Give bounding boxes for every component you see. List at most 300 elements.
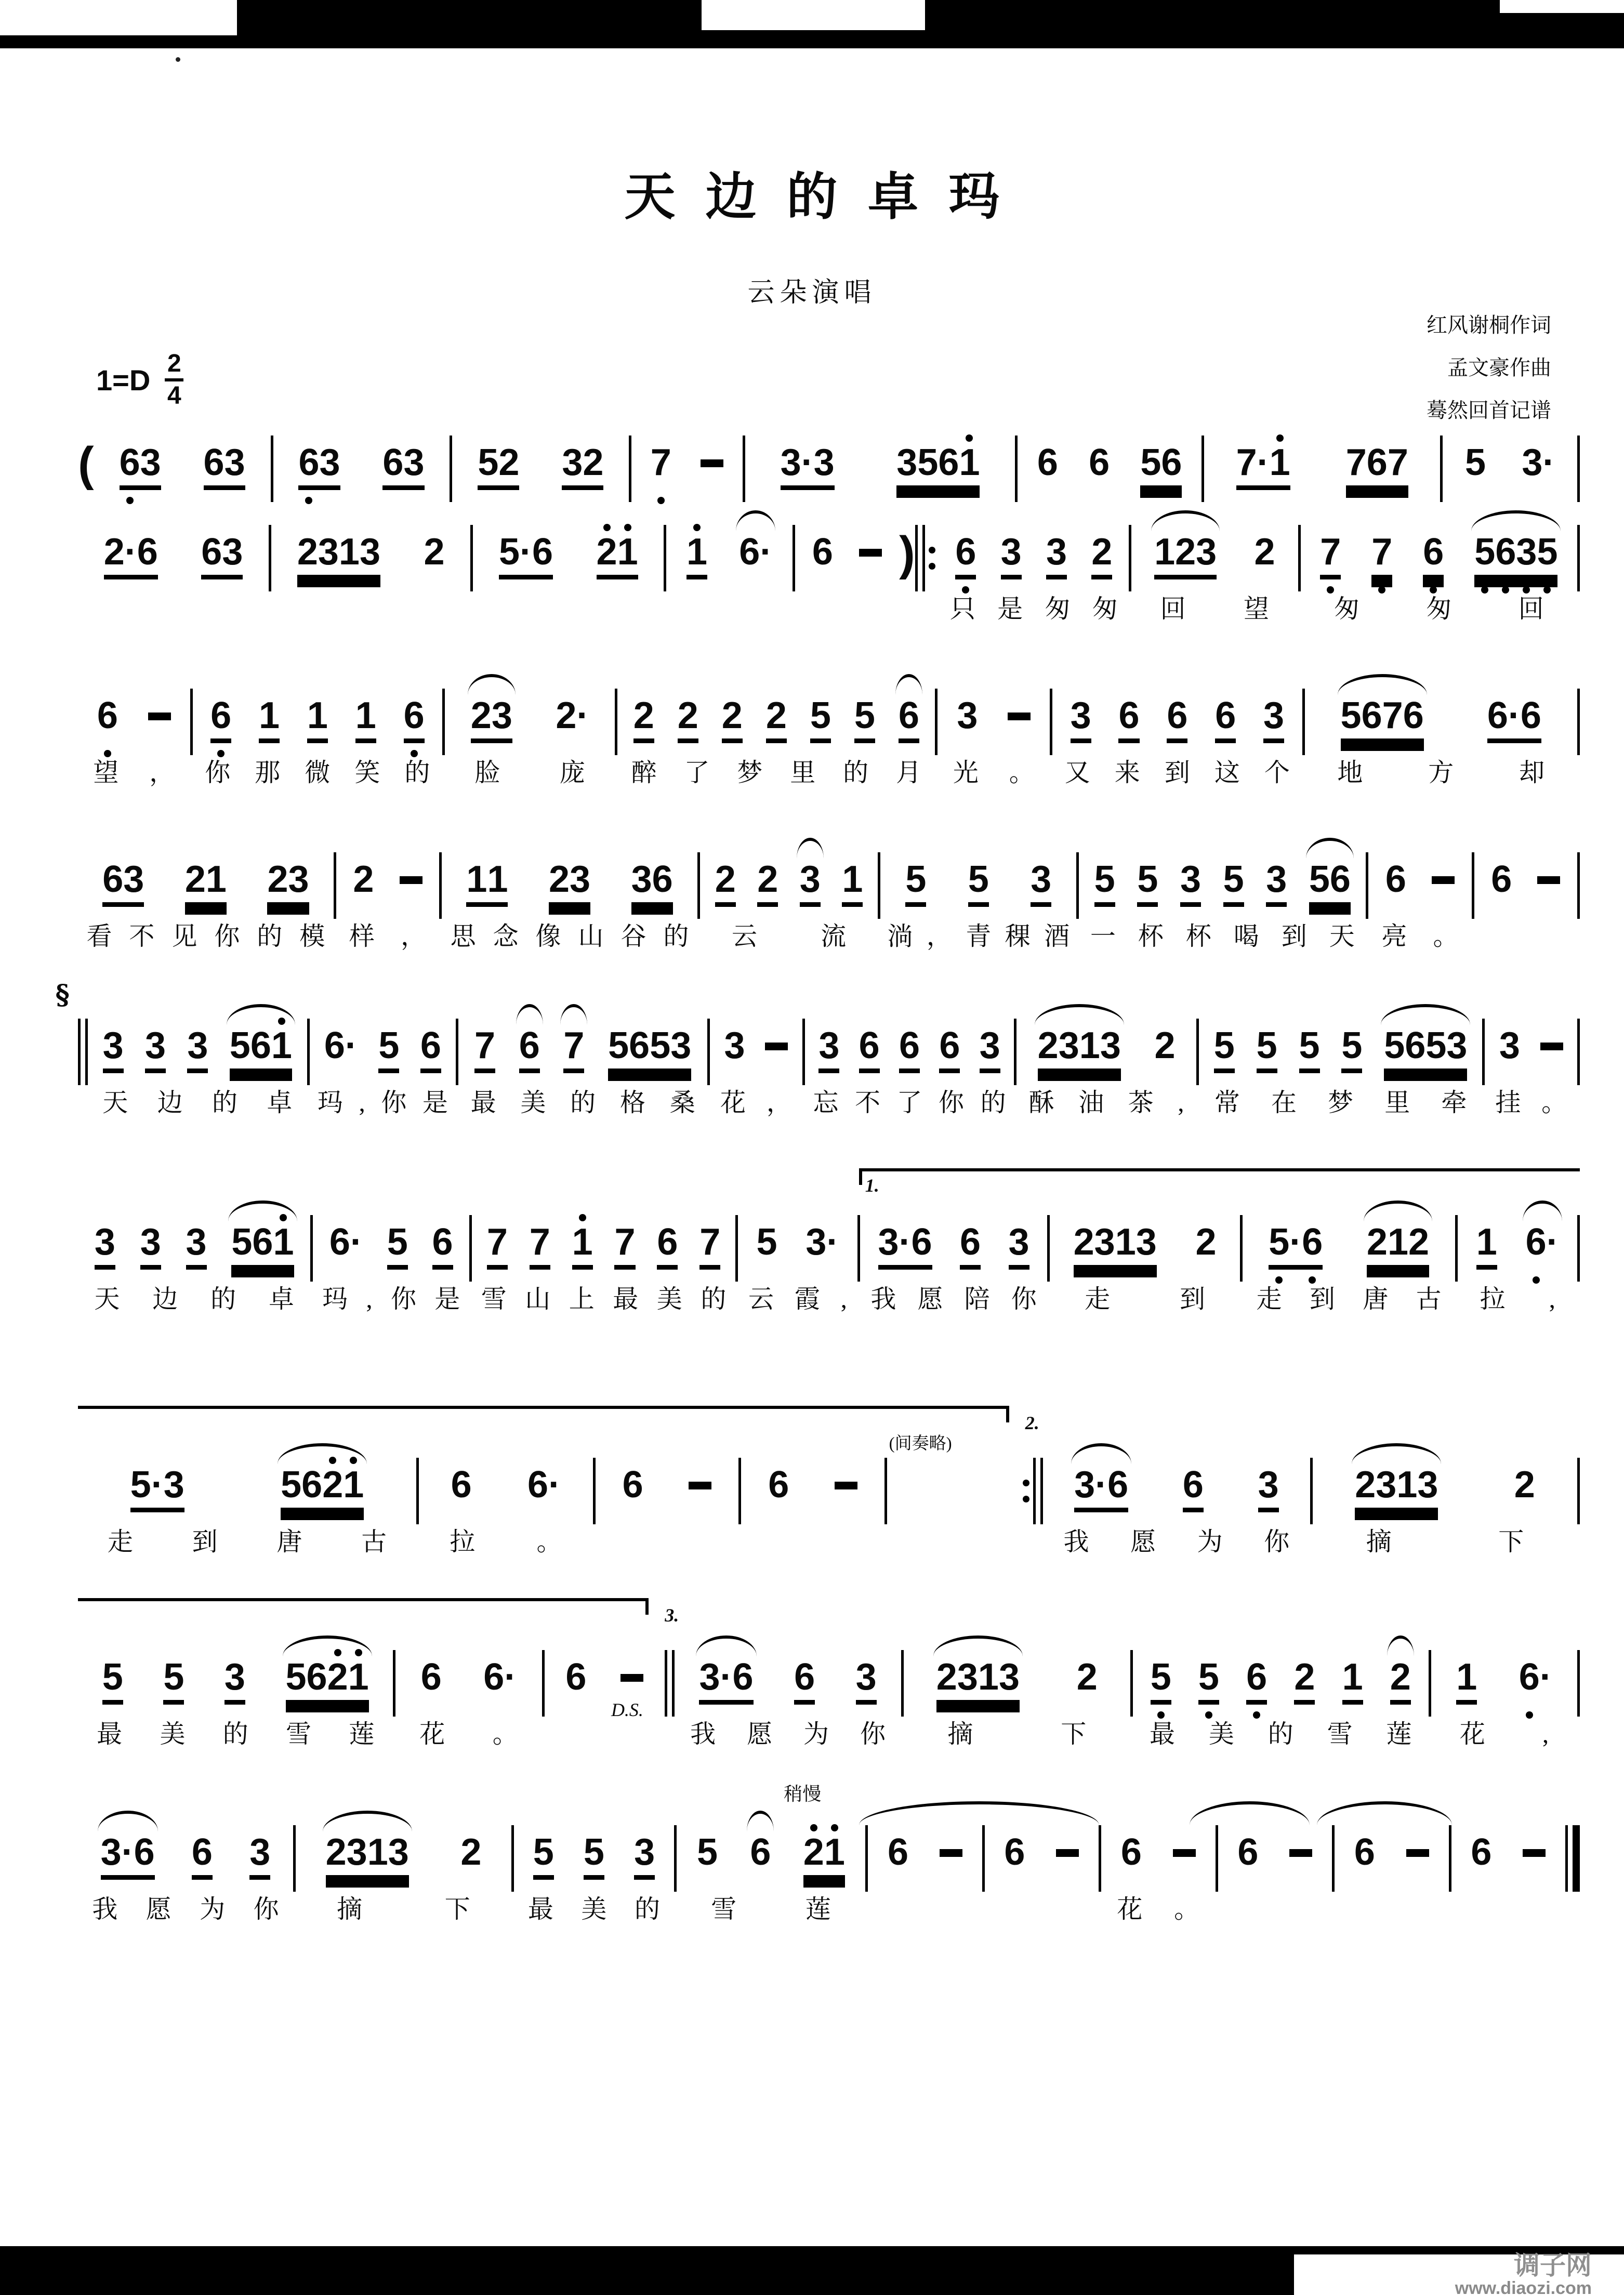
note-text (1091, 532, 1112, 579)
note-digit: 2 (103, 531, 125, 573)
dash-rest (701, 459, 723, 467)
note-token (633, 696, 654, 743)
lyric-char: 匆 (1092, 595, 1118, 623)
parenthesis: ( (78, 438, 94, 491)
note-token (140, 1222, 161, 1270)
note-text (1183, 1465, 1204, 1512)
lyric-char: 匆 (1045, 595, 1071, 623)
note-digit: 6 (1120, 1831, 1142, 1873)
note-token (102, 1657, 123, 1705)
note-token (899, 696, 919, 743)
note-text (803, 1832, 845, 1880)
lyric-char: 最 (1150, 1720, 1176, 1748)
note-token (1355, 1465, 1438, 1512)
lyric-row (336, 920, 439, 955)
note-text (1491, 860, 1512, 907)
dash-rest (835, 1482, 857, 1489)
note-text (1246, 1657, 1267, 1705)
lyric-char: 的 (570, 1088, 596, 1117)
note-token (888, 1832, 908, 1880)
note-text (499, 532, 553, 579)
note-digit: 3 (359, 531, 381, 573)
lyric-char: 这 (1214, 758, 1240, 787)
note-digit: 6 (1471, 1831, 1492, 1873)
note-token (1214, 1026, 1235, 1073)
measure (710, 1013, 802, 1121)
lyric-char: 雪 (711, 1895, 737, 1923)
note-text (1137, 860, 1158, 907)
note-token (750, 1832, 771, 1880)
note-text (856, 1657, 877, 1705)
lyric-char: 走 (107, 1527, 133, 1556)
note-text (187, 1026, 208, 1073)
note-token (757, 1222, 777, 1270)
note-token (201, 532, 243, 579)
lyric-char: 庞 (559, 758, 585, 787)
notation-row (1243, 1210, 1456, 1270)
measure (514, 1820, 674, 1928)
note-digit: 6 (519, 1025, 540, 1066)
note-text (565, 1657, 586, 1705)
volta-bracket (78, 1406, 1039, 1433)
notation-row (1043, 1453, 1310, 1512)
note-text (378, 1026, 399, 1073)
barline-stroke (1565, 1825, 1568, 1892)
lyric-char: , (359, 1088, 365, 1117)
measure (1335, 1820, 1448, 1928)
barline-stroke (1577, 436, 1580, 502)
note-token (1346, 443, 1408, 490)
measure (860, 1210, 1048, 1317)
note-digit: 5 (1256, 1025, 1277, 1066)
note-digit: 1 (572, 1221, 593, 1263)
measure (1043, 1453, 1310, 1560)
note-text (1367, 1222, 1429, 1270)
note-digit: 5 (229, 1025, 250, 1066)
lyric-row (1305, 757, 1578, 791)
note-digit: 6 (137, 531, 158, 573)
lyric-char: 摘 (1366, 1527, 1392, 1556)
lyric-row (472, 1283, 735, 1317)
notation-row (1305, 683, 1578, 743)
barline-stroke (1577, 1215, 1580, 1282)
notation-row (193, 683, 442, 743)
note-digit: · (1508, 695, 1521, 736)
note-token (1263, 696, 1284, 743)
lyric-row (868, 1893, 982, 1928)
note-digit: 2 (765, 695, 787, 736)
note-digit: 3 (186, 1221, 207, 1263)
note-text (1037, 443, 1058, 490)
note-token (1519, 1657, 1552, 1705)
note-text (353, 860, 374, 907)
lyric-char: 卓 (267, 1088, 293, 1117)
note-digit: 3 (491, 695, 512, 736)
lyric-char: 最 (470, 1088, 496, 1117)
note-token (163, 1657, 184, 1705)
note-text (460, 1832, 481, 1880)
note-text (739, 532, 772, 579)
lyric-char: 的 (222, 1720, 248, 1748)
lyric-char: 莲 (349, 1720, 375, 1748)
lyric-row (1043, 1526, 1310, 1560)
measure (985, 1820, 1099, 1928)
note-text (404, 696, 425, 743)
note-token (1031, 860, 1051, 907)
measure (395, 1645, 542, 1752)
note-digit: 6 (899, 1025, 920, 1066)
note-digit: 6 (1237, 1831, 1259, 1873)
note-digit: 6 (794, 1656, 815, 1698)
note-text (102, 860, 144, 907)
system-row (78, 1453, 1580, 1560)
note-text (854, 696, 875, 743)
measure (805, 1013, 1014, 1121)
note-digit: 7 (563, 1025, 585, 1066)
note-text (633, 696, 654, 743)
note-token (597, 532, 638, 579)
note-digit: 1 (1154, 531, 1176, 573)
measure (78, 1820, 293, 1928)
note-token (1309, 860, 1351, 907)
repeat-dots (929, 525, 935, 591)
note-digit: 2 (327, 1656, 348, 1698)
note-digit: · (1289, 1221, 1302, 1263)
note-text (563, 1026, 584, 1073)
lyric-char: 上 (569, 1285, 595, 1313)
note-digit: 6 (1525, 1221, 1547, 1263)
note-token (424, 532, 444, 579)
music-system (78, 1413, 1580, 1560)
note-token (281, 1465, 364, 1512)
note-token (102, 860, 144, 907)
notation-row (313, 1210, 469, 1270)
notation-row (700, 847, 878, 907)
notation-row (395, 1645, 542, 1705)
lyric-char: 下 (444, 1895, 470, 1923)
note-token (896, 443, 980, 490)
note-token (382, 443, 424, 490)
lyric-char: 我 (870, 1285, 896, 1313)
note-text (1456, 1657, 1477, 1705)
note-text (324, 1026, 358, 1073)
dash-rest (1406, 1849, 1429, 1857)
note-text (281, 1465, 364, 1512)
note-digit: 3 (1499, 1025, 1520, 1066)
note-token (460, 1832, 481, 1880)
note-token (231, 1222, 294, 1270)
lyric-char: 你 (253, 1895, 279, 1923)
note-text (533, 1832, 554, 1880)
lyric-char: 来 (1114, 758, 1140, 787)
note-token (1237, 1832, 1258, 1880)
note-digit: 5 (378, 1025, 400, 1066)
lyric-row (805, 1087, 1014, 1121)
note-digit: 6 (622, 1464, 643, 1506)
measure (700, 847, 878, 955)
lyric-char: 愿 (146, 1895, 171, 1923)
note-digit: 6 (768, 1464, 789, 1506)
note-digit: 2 (757, 859, 778, 900)
note-token (584, 1832, 604, 1880)
note-text (859, 1026, 880, 1073)
measure (545, 1645, 665, 1752)
barline-thick (1573, 1825, 1580, 1892)
note-token (267, 860, 309, 907)
note-token (859, 1026, 880, 1073)
lyric-char: 拉 (450, 1527, 476, 1556)
note-digit: 3 (94, 1221, 115, 1263)
lyric-row (78, 1526, 416, 1560)
measure (738, 1210, 857, 1317)
note-digit: 3 (998, 1656, 1020, 1698)
lyric-char: 是 (434, 1285, 460, 1313)
note-token (1137, 860, 1158, 907)
repeat-dot (1023, 1496, 1029, 1502)
lyric-char: 月 (895, 758, 921, 787)
note-digit: 5 (1299, 1025, 1320, 1066)
lyric-char: 最 (613, 1285, 639, 1313)
barline-s (1577, 852, 1580, 919)
note-digit: 3 (1100, 1025, 1121, 1066)
music-system (78, 683, 1580, 791)
note-text (185, 860, 227, 907)
note-digit: 2 (424, 531, 445, 573)
lyric-char: 里 (1384, 1088, 1410, 1117)
note-digit: 2 (583, 442, 604, 483)
measure (1474, 847, 1577, 955)
note-token (905, 860, 926, 907)
notation-row (1335, 1820, 1448, 1880)
note-text (818, 1026, 839, 1073)
note-token (556, 696, 589, 743)
lyric-char: 稞 (1005, 922, 1031, 951)
note-digit: 3 (224, 442, 245, 483)
note-digit: 3 (249, 1831, 271, 1873)
note-text (1354, 1832, 1375, 1880)
slur-arc (859, 1801, 1099, 1825)
lyric-row (904, 1718, 1130, 1752)
lyric-char: 光 (953, 758, 979, 787)
note-digit: 2 (1390, 1656, 1411, 1698)
note-token (1001, 532, 1022, 579)
notation-row (458, 1013, 707, 1073)
lyric-row (1199, 1087, 1483, 1121)
lyric-char: 为 (1197, 1527, 1223, 1556)
barline-s (884, 1458, 887, 1524)
dash-rest (400, 876, 422, 884)
note-text (1154, 532, 1217, 579)
note-digit: 2 (1175, 531, 1196, 573)
note-token (1038, 1026, 1121, 1073)
note-text (794, 1657, 815, 1705)
note-token (1167, 696, 1187, 743)
measure (795, 520, 899, 627)
note-digit: 1 (1079, 1025, 1100, 1066)
note-text (1118, 696, 1139, 743)
note-text (1294, 1657, 1315, 1705)
lyric-char: 山 (525, 1285, 551, 1313)
lyric-char: 最 (97, 1720, 123, 1748)
note-digit: 5 (478, 442, 499, 483)
notation-row (452, 430, 629, 490)
note-text (1471, 1832, 1491, 1880)
lyric-row (1101, 1893, 1215, 1928)
note-text (145, 1026, 166, 1073)
note-text (686, 532, 707, 579)
lyric-char: 花 (1459, 1720, 1485, 1748)
note-text (960, 1222, 981, 1270)
note-digit: 5 (1465, 442, 1486, 483)
measure (78, 1210, 310, 1317)
lyric-char: 脸 (474, 758, 500, 787)
music-system (78, 1175, 1580, 1317)
barline-stroke (1577, 689, 1580, 755)
lyric-row (419, 1526, 593, 1560)
notation-row (1101, 1820, 1215, 1880)
note-digit: 1 (1342, 1656, 1363, 1698)
note-digit: 2 (548, 859, 570, 900)
note-text (1074, 1465, 1128, 1512)
note-digit: 6 (911, 1221, 932, 1263)
note-digit: 3 (1008, 1221, 1029, 1263)
volta-number: 3. (665, 1605, 679, 1626)
barline-stroke (1577, 525, 1580, 591)
note-digit: 1 (258, 695, 280, 736)
note-digit: 3 (388, 1831, 409, 1873)
note-token (818, 1026, 839, 1073)
note-text (487, 1222, 508, 1270)
lyric-row (296, 1893, 511, 1928)
note-digit: 3 (1058, 1025, 1079, 1066)
volta-bracket (859, 1168, 1580, 1196)
note-text (657, 1222, 678, 1270)
repeat-dots (1023, 1458, 1029, 1524)
dash-rest (689, 1482, 711, 1489)
note-token (878, 1222, 932, 1270)
lyric-char: 卓 (269, 1285, 295, 1313)
lyric-char: 莲 (1386, 1720, 1412, 1748)
note-token (634, 1832, 655, 1880)
note-text (955, 532, 976, 579)
note-digit: 6 (1520, 695, 1541, 736)
lyric-char: 喝 (1233, 922, 1259, 951)
note-token (1299, 1026, 1320, 1073)
note-digit: 3 (1074, 1464, 1095, 1506)
measure (938, 683, 1050, 791)
note-digit: 5 (1213, 1025, 1235, 1066)
note-text (1474, 532, 1557, 579)
note-digit: · (899, 1221, 912, 1263)
note-digit: 3 (346, 1831, 367, 1873)
note-digit: 3 (724, 1025, 745, 1066)
lyric-char: 地 (1337, 758, 1363, 787)
note-token (1077, 1657, 1098, 1705)
note-token (487, 1222, 508, 1270)
lyric-char: 的 (634, 1895, 660, 1923)
note-text (980, 1026, 1000, 1073)
note-token (936, 1657, 1020, 1705)
measure (78, 1645, 393, 1752)
note-digit: 3 (1180, 859, 1201, 900)
measure (939, 520, 1129, 627)
barline-s (1577, 689, 1580, 755)
note-digit: 3 (896, 442, 918, 483)
note-digit: 6 (1118, 695, 1140, 736)
lyric-row (985, 1893, 1099, 1928)
lyric-char: , (1542, 1720, 1549, 1748)
lyric-char: 雪 (286, 1720, 312, 1748)
lyric-char: 匆 (1426, 595, 1452, 623)
measure (336, 847, 439, 955)
measure (1458, 1210, 1577, 1317)
note-digit: 7 (699, 1221, 721, 1263)
note-text (1519, 1657, 1552, 1705)
note-digit: 1 (343, 1464, 364, 1506)
note-digit: 2 (715, 859, 736, 900)
note-text (1071, 696, 1091, 743)
lyric-char: 看 (86, 922, 112, 951)
notation-row (675, 1645, 901, 1705)
note-token (483, 1657, 517, 1705)
note-token (842, 860, 863, 907)
lyric-row (78, 1283, 310, 1317)
system-row (78, 1820, 1580, 1928)
notation-row (938, 683, 1050, 743)
note-token (957, 696, 978, 743)
note-token (1183, 1465, 1204, 1512)
note-digit: 5 (1140, 442, 1161, 483)
lyric-char: 到 (1281, 922, 1307, 951)
notation-row (860, 1210, 1048, 1270)
note-digit: · (1539, 1656, 1552, 1698)
lyric-char: 思 (450, 922, 476, 951)
notation-row (1131, 520, 1298, 579)
note-digit: 3 (855, 1656, 877, 1698)
note-digit: 6 (403, 695, 425, 736)
note-token (800, 860, 821, 907)
note-text (186, 1222, 207, 1270)
notation-row (1079, 847, 1366, 907)
lyric-char: 梦 (737, 758, 763, 787)
note-text (519, 1026, 540, 1073)
lyric-char: 天 (1329, 922, 1355, 951)
measure (310, 1013, 456, 1121)
note-token (387, 1222, 408, 1270)
lyric-char: 走 (1085, 1285, 1111, 1313)
lyric-row (442, 920, 697, 955)
note-digit: 1 (367, 1831, 388, 1873)
note-text (1309, 860, 1351, 907)
note-digit: 3 (631, 859, 652, 900)
note-text (957, 696, 978, 743)
note-text (1009, 1222, 1029, 1270)
note-digit: 6 (420, 1656, 442, 1698)
note-text (896, 443, 980, 490)
dash-rest (940, 1849, 962, 1857)
note-digit: 1 (1396, 1464, 1418, 1506)
note-text (1341, 696, 1424, 743)
note-digit: 7 (1371, 531, 1393, 573)
note-digit: 1 (466, 859, 487, 900)
barline-s (1577, 1019, 1580, 1085)
lyric-char: 杯 (1185, 922, 1211, 951)
note-token (980, 1026, 1000, 1073)
note-text (768, 1465, 789, 1512)
measure (419, 1453, 593, 1560)
note-digit: 5 (650, 1025, 671, 1066)
note-token (1009, 1222, 1029, 1270)
